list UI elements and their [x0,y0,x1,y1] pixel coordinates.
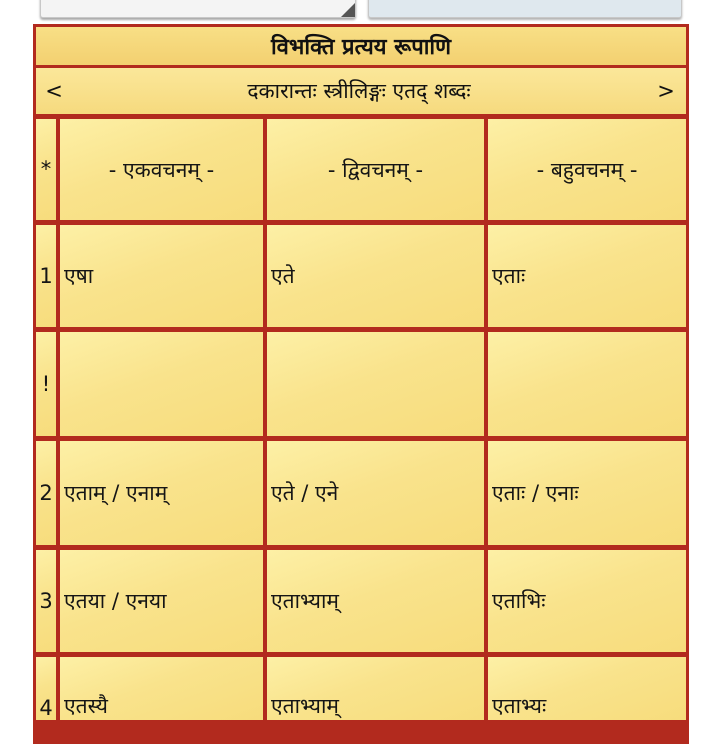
cell-singular: एतस्यै [60,657,263,720]
cell-plural [488,332,686,436]
cell-singular: एताम् / एनाम् [60,441,263,545]
corner-indicator-icon [341,3,355,17]
header-index-cell: * [36,119,56,220]
top-right-button[interactable] [368,0,682,18]
cell-dual: एते / एने [267,441,484,545]
cell-dual: एताभ्याम् [267,657,484,720]
cell-plural: एताः [488,225,686,327]
cell-plural: एताः / एनाः [488,441,686,545]
row-index: ! [36,332,56,436]
table-title [36,27,686,65]
prev-word-button[interactable]: < [45,79,63,103]
cell-singular: एतया / एनया [60,550,263,652]
cell-plural: एताभ्यः [488,657,686,720]
word-heading: दकारान्तः स्त्रीलिङ्गः एतद् शब्दः [247,79,471,103]
cell-dual: एते [267,225,484,327]
cell-dual: एताभ्याम् [267,550,484,652]
cell-dual [267,332,484,436]
cell-singular: एषा [60,225,263,327]
top-strip [0,0,720,20]
next-word-button[interactable]: > [657,79,675,103]
cell-plural: एताभिः [488,550,686,652]
header-plural: - बहुवचनम् - [488,119,686,220]
row-index: 1 [36,225,56,327]
header-singular: - एकवचनम् - [60,119,263,220]
header-dual: - द्विवचनम् - [267,119,484,220]
top-left-button[interactable] [40,0,356,18]
table-title-text: विभक्ति प्रत्यय रूपाणि [270,35,452,60]
row-index: 2 [36,441,56,545]
row-index: 3 [36,550,56,652]
nav-bar [36,68,686,114]
cell-singular [60,332,263,436]
row-index: 4 [36,657,56,720]
